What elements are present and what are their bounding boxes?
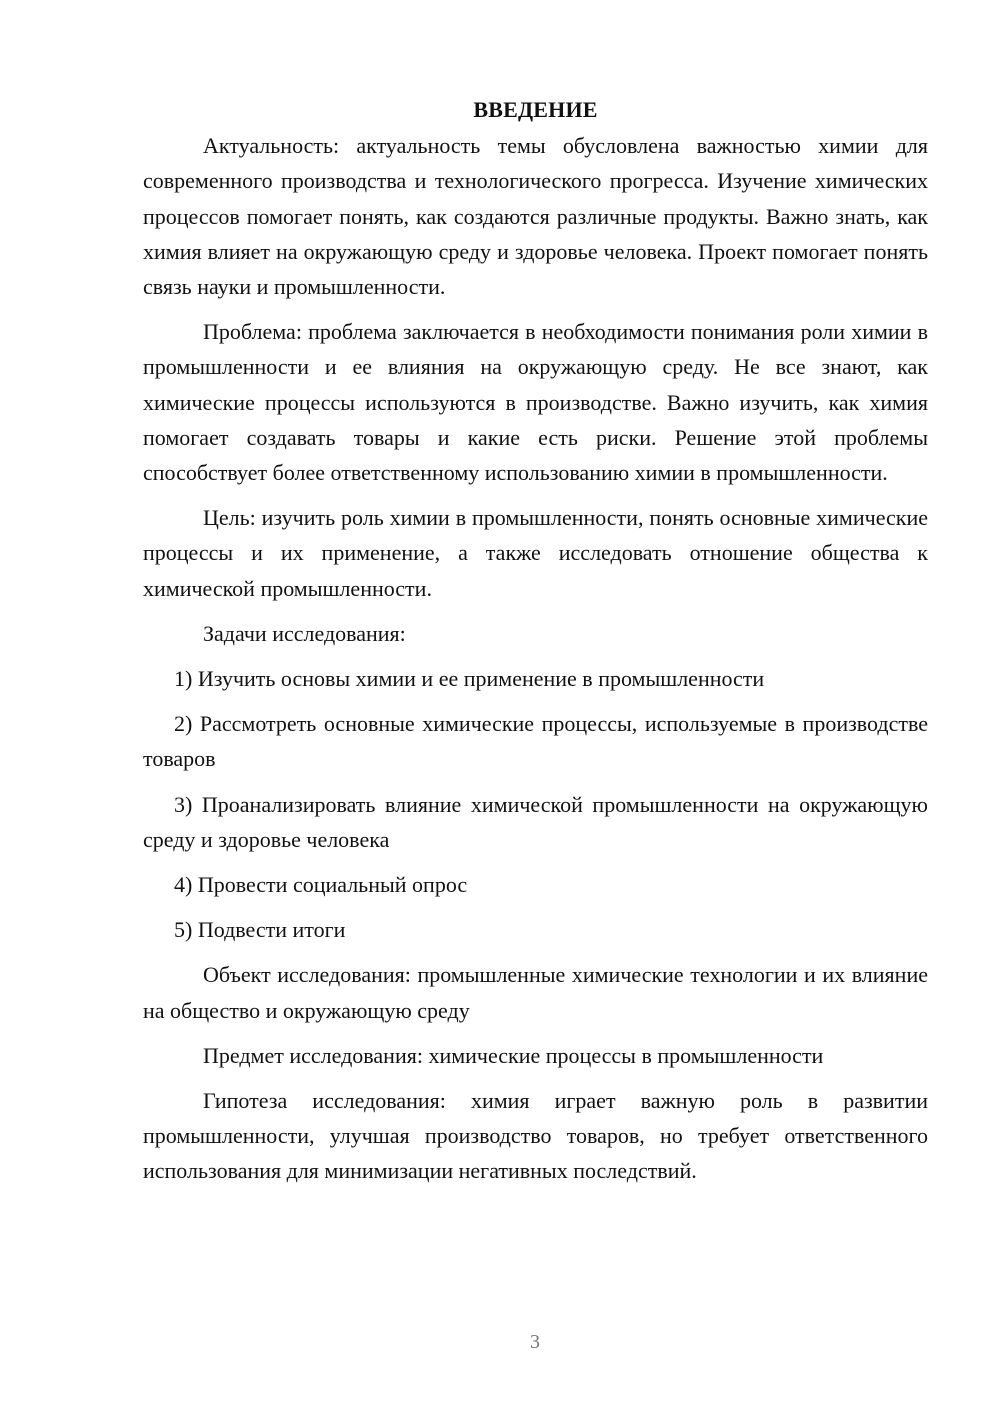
document-page xyxy=(143,92,928,1199)
goal-paragraph: Цель: изучить роль химии в промышленности, понять основные химические процессы и их применение, а также исследовать отношение общества к химической промышленности. xyxy=(143,505,928,601)
tasks-title: Задачи исследования: xyxy=(203,620,406,646)
subject-paragraph: Предмет исследования: химические процессы в промышленности xyxy=(203,1042,824,1068)
problem-paragraph: Проблема: проблема заключается в необходимости понимания роли химии в промышленности и ее влияния на окружающую среду. Не все знают, как химические процессы используются в производстве. Важно изучить, как химия помогает создавать товары и какие есть риски. Решение этой проблемы способствует более ответственному использованию химии в промышленности. xyxy=(143,319,928,486)
section-heading: ВВЕДЕНИЕ xyxy=(473,97,598,122)
hypothesis-paragraph: Гипотеза исследования: химия играет важную роль в развитии промышленности, улучшая производство товаров, но требует ответственного использования для минимизации негативных последствий. xyxy=(143,1088,928,1184)
page-number: 3 xyxy=(530,1331,540,1353)
object-paragraph: Объект исследования: промышленные химические технологии и их влияние на общество и окружающую среду xyxy=(143,962,928,1023)
task-item-1: 1) Изучить основы химии и ее применение в промышленности xyxy=(174,666,765,692)
task-item-4: 4) Провести социальный опрос xyxy=(174,872,468,898)
task-item-3: 3) Проанализировать влияние химической промышленности на окружающую среду и здоровье человека xyxy=(143,791,928,852)
task-item-2: 2) Рассмотреть основные химические процессы, используемые в производстве товаров xyxy=(143,711,928,772)
relevance-paragraph: Актуальность: актуальность темы обусловлена важностью химии для современного производства и технологического прогресса. Изучение химических процессов помогает понять, как создаются различные продукты. Важно знать, как химия влияет на окружающую среду и здоровье человека. Проект помогает понять связь науки и промышленности. xyxy=(143,133,928,300)
task-item-5: 5) Подвести итоги xyxy=(174,917,346,943)
